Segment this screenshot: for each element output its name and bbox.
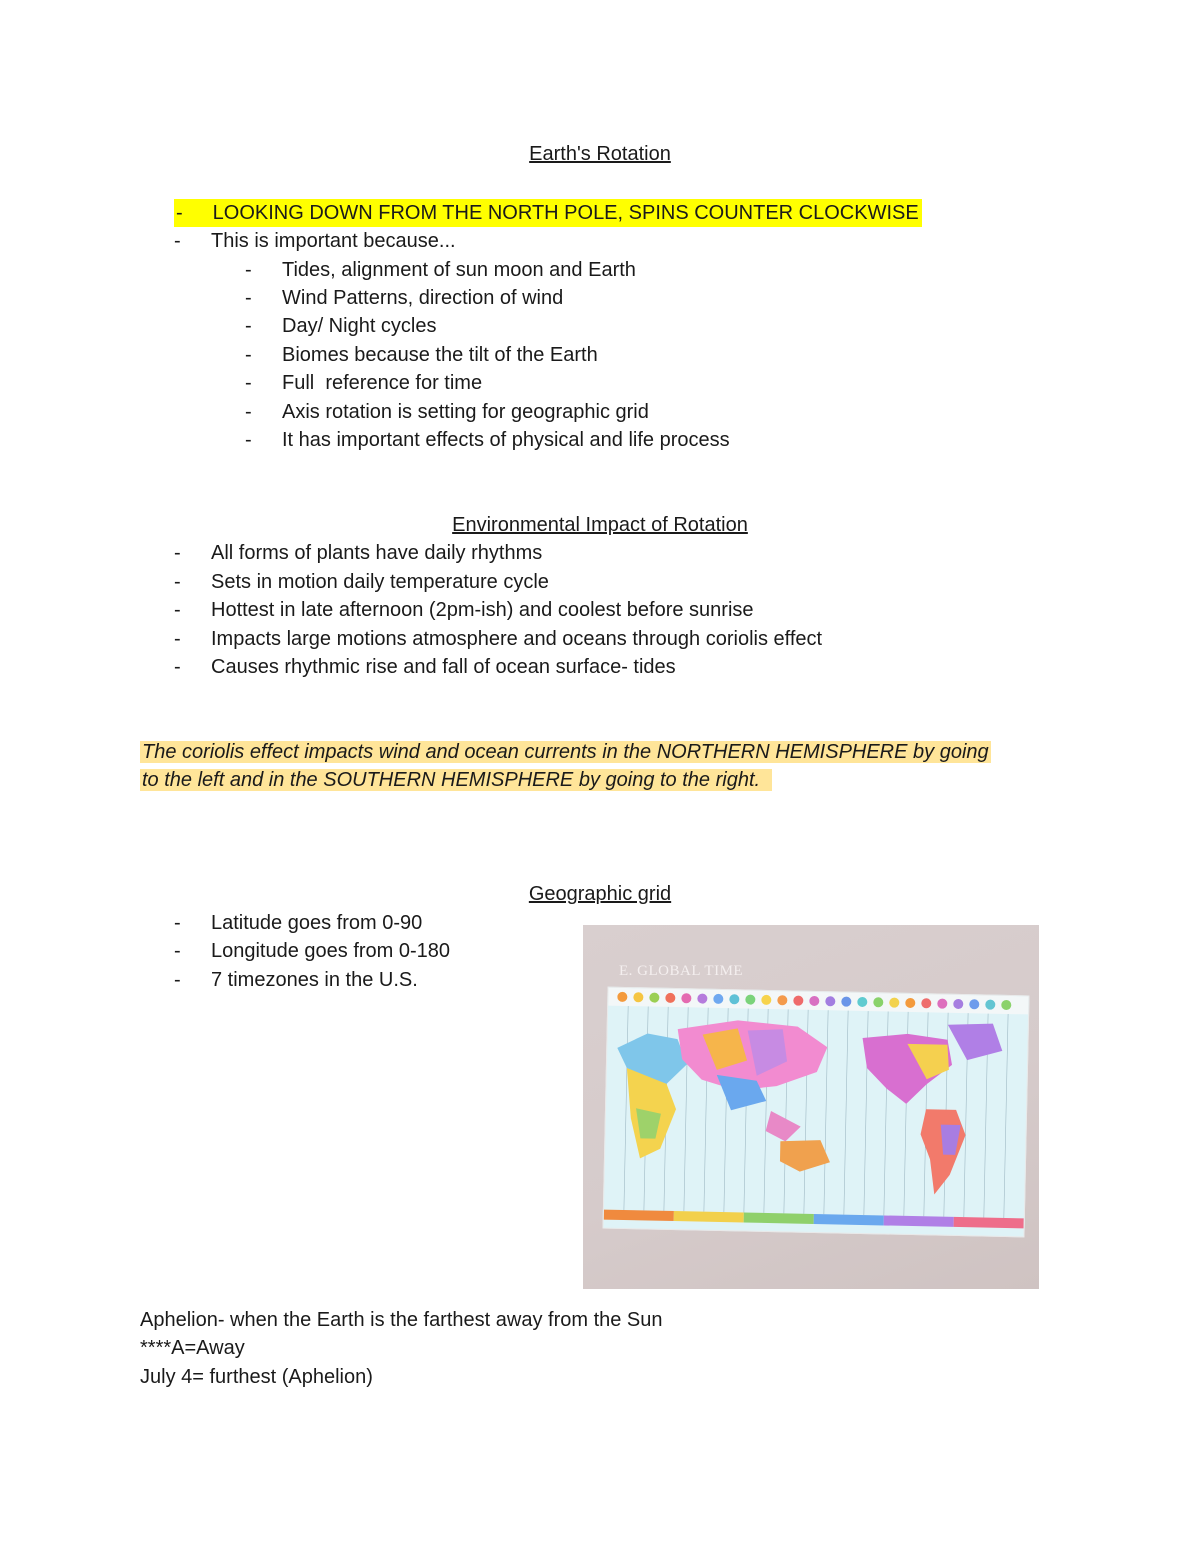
sub-bullet-item: - Wind Patterns, direction of wind xyxy=(245,287,564,309)
sub-bullet-item: - Axis rotation is setting for geographic grid xyxy=(245,401,649,423)
continents xyxy=(614,1016,1003,1196)
bullet-item: - Longitude goes from 0-180 xyxy=(174,940,451,962)
timezone-map-photo xyxy=(583,925,1039,1289)
heading-geographic-grid: Geographic grid xyxy=(528,883,672,905)
note-aphelion: Aphelion- when the Earth is the farthest away from the Sun xyxy=(140,1309,663,1331)
bullet-highlight xyxy=(174,199,922,227)
bullet-item: - All forms of plants have daily rhythms xyxy=(174,542,543,564)
note-july: July 4= furthest (Aphelion) xyxy=(140,1366,373,1388)
bullet-item: - Latitude goes from 0-90 xyxy=(174,912,423,934)
sub-bullet-item: - Tides, alignment of sun moon and Earth xyxy=(245,259,636,281)
bullet-item: - Sets in motion daily temperature cycle xyxy=(174,571,549,593)
sub-bullet-item: - Day/ Night cycles xyxy=(245,315,437,337)
heading-earths-rotation: Earth's Rotation xyxy=(529,143,671,165)
clock-strip xyxy=(608,988,1028,1015)
world-timezone-map xyxy=(603,987,1030,1238)
photo-title: E. GLOBAL TIME xyxy=(619,963,744,979)
bullet-item: - Hottest in late afternoon (2pm-ish) and coolest before sunrise xyxy=(174,599,754,621)
bullet-dash: - xyxy=(176,202,183,224)
coriolis-line-2: to the left and in the SOUTHERN HEMISPHERE by going to the right. xyxy=(140,766,772,794)
bullet-item: - Causes rhythmic rise and fall of ocean surface- tides xyxy=(174,656,676,678)
world-map-graphic xyxy=(604,988,1029,1237)
sub-bullet-item: - Full reference for time xyxy=(245,372,483,394)
sub-bullet-item: - It has important effects of physical and life process xyxy=(245,429,730,451)
note-mnemonic: ****A=Away xyxy=(140,1337,245,1359)
bullet-dash: - xyxy=(174,230,181,252)
sub-bullet-item: - Biomes because the tilt of the Earth xyxy=(245,344,598,366)
coriolis-line-1: The coriolis effect impacts wind and ocean currents in the NORTHERN HEMISPHERE by going xyxy=(142,741,989,763)
bullet-text: LOOKING DOWN FROM THE NORTH POLE, SPINS COUNTER CLOCKWISE xyxy=(212,202,919,224)
bullet-text: This is important because... xyxy=(211,230,456,252)
bullet-item: - Impacts large motions atmosphere and oceans through coriolis effect xyxy=(174,628,823,650)
heading-environmental-impact: Environmental Impact of Rotation xyxy=(452,514,748,536)
bottom-band xyxy=(604,1210,1024,1229)
bullet-item: - 7 timezones in the U.S. xyxy=(174,969,418,991)
